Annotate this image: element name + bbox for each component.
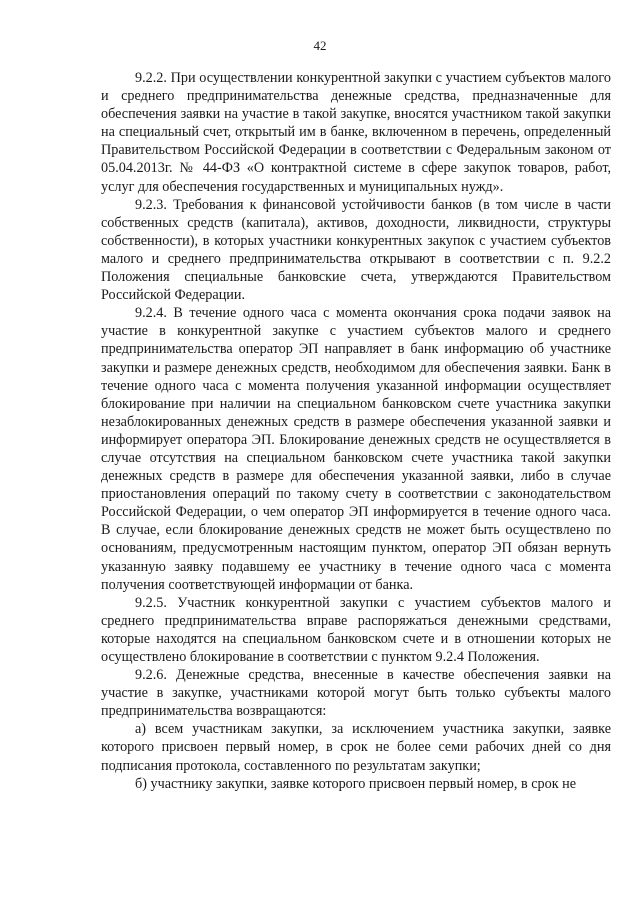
document-body bbox=[101, 69, 611, 793]
paragraph-9-2-4: 9.2.4. В течение одного часа с момента окончания срока подачи заявок на участие в конкурентной закупке с участием субъектов малого и среднего предпринимательства оператор ЭП направляет в банк информацию об участнике закупки и размере денежных средств, необходимом для обеспечения заявки. Банк в течение одного часа с момента получения указанной информации осуществляет блокирование при наличии на специальном банковском счете участника закупки незаблокированных денежных средств в размере обеспечения указанной заявки и информирует оператора ЭП. Блокирование денежных средств не осуществляется в случае отсутствия на специальном банковском счете участника такой закупки денежных средств в размере для обеспечения указанной заявки, либо в случае приостановления операций по такому счету в соответствии с законодательством Российской Федерации, о чем оператор ЭП информируется в течение одного часа. В случае, если блокирование денежных средств не может быть осуществлено по основаниям, предусмотренным настоящим пунктом, оператор ЭП обязан вернуть указанную заявку подавшему ее участнику в течение одного часа с момента получения соответствующей информации от банка. bbox=[101, 305, 611, 593]
paragraph-9-2-5: 9.2.5. Участник конкурентной закупки с участием субъектов малого и среднего предпринимательства вправе распоряжаться денежными средствами, которые находятся на специальном банковском счете и в отношении которых не осуществлено блокирование в соответствии с пунктом 9.2.4 Положения. bbox=[101, 594, 611, 665]
paragraph-9-2-3: 9.2.3. Требования к финансовой устойчивости банков (в том числе в части собственных средств (капитала), активов, доходности, ликвидности, структуры собственности), в которых участники конкурентных закупок с участием субъектов малого и среднего предпринимательства открывают в соответствии с п. 9.2.2 Положения специальные банковские счета, утверждаются Правительством Российской Федерации. bbox=[101, 196, 611, 304]
paragraph-9-2-6: 9.2.6. Денежные средства, внесенные в качестве обеспечения заявки на участие в закупке, участниками которой могут быть только субъекты малого предпринимательства возвращаются: bbox=[101, 667, 611, 720]
page-number: 42 bbox=[313, 38, 327, 53]
paragraph-9-2-2: 9.2.2. При осуществлении конкурентной закупки с участием субъектов малого и среднего предпринимательства денежные средства, предназначенные для обеспечения заявки на участие в такой закупке, вносятся участником такой закупки на специальный счет, открытый им в банке, включенном в перечень, определенный Правительством Российской Федерации в соответствии с Федеральным законом от 05.04.2013г. № 44-ФЗ «О контрактной системе в сфере закупок товаров, работ, услуг для обеспечения государственных и муниципальных нужд». bbox=[101, 70, 611, 195]
list-item-a: а) всем участникам закупки, за исключением участника закупки, заявке которого присвоен первый номер, в срок не более семи рабочих дней со дня подписания протокола, составленного по результатам закупки; bbox=[101, 721, 611, 774]
list-item-b: б) участнику закупки, заявке которого присвоен первый номер, в срок не bbox=[135, 775, 577, 792]
